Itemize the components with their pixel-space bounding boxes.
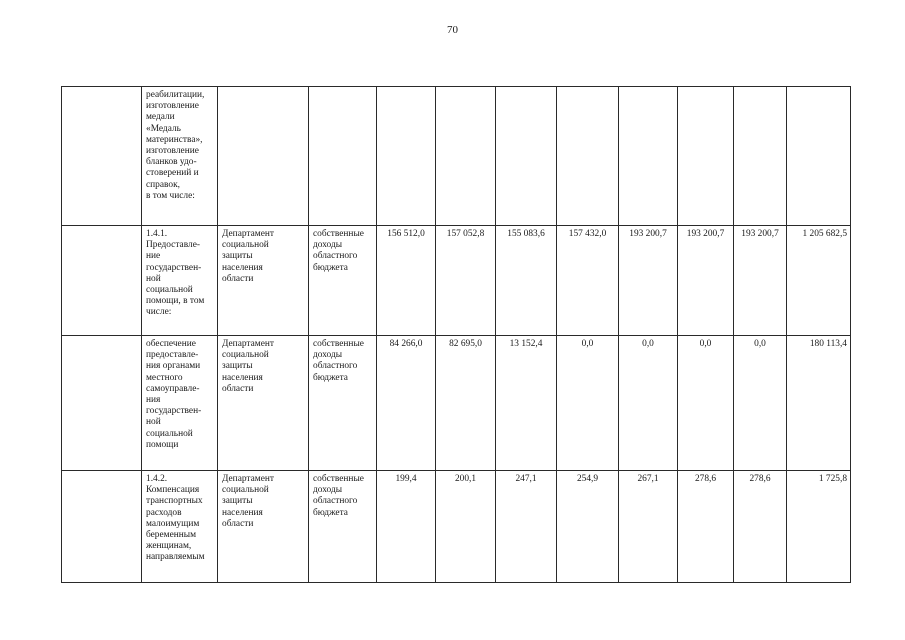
value-cell: 156 512,0 xyxy=(377,226,436,336)
value-cell: 193 200,7 xyxy=(734,226,787,336)
table-row xyxy=(62,336,851,471)
value-cell xyxy=(557,87,619,226)
value-cell: 0,0 xyxy=(678,336,734,471)
measure-name-cell: обеспечение предоставле- ния органами местного самоуправле- ния государствен- ной социальной помощи xyxy=(142,336,218,471)
budget-table xyxy=(61,86,851,583)
total-cell: 180 113,4 xyxy=(787,336,851,471)
funding-source-cell: собственные доходы областного бюджета xyxy=(309,336,377,471)
table-row xyxy=(62,87,851,226)
measure-name-cell: реабилитации, изготовление медали «Медаль материнства», изготовление бланков удо- стоверений и справок, в том числе: xyxy=(142,87,218,226)
measure-name-cell: 1.4.2. Компенсация транспортных расходов малоимущим беременным женщинам, направляемым xyxy=(142,471,218,583)
value-cell: 84 266,0 xyxy=(377,336,436,471)
row-number-cell xyxy=(62,471,142,583)
measure-name-cell: 1.4.1. Предоставле- ние государствен- ной социальной помощи, в том числе: xyxy=(142,226,218,336)
funding-source-cell: собственные доходы областного бюджета xyxy=(309,471,377,583)
value-cell xyxy=(377,87,436,226)
value-cell: 278,6 xyxy=(678,471,734,583)
value-cell: 82 695,0 xyxy=(436,336,496,471)
value-cell: 13 152,4 xyxy=(496,336,557,471)
row-number-cell xyxy=(62,87,142,226)
value-cell: 193 200,7 xyxy=(678,226,734,336)
value-cell: 247,1 xyxy=(496,471,557,583)
row-number-cell xyxy=(62,226,142,336)
value-cell xyxy=(436,87,496,226)
executor-cell xyxy=(218,87,309,226)
value-cell xyxy=(734,87,787,226)
value-cell: 0,0 xyxy=(557,336,619,471)
value-cell: 200,1 xyxy=(436,471,496,583)
value-cell: 278,6 xyxy=(734,471,787,583)
value-cell xyxy=(496,87,557,226)
value-cell: 157 432,0 xyxy=(557,226,619,336)
executor-cell: Департамент социальной защиты населения области xyxy=(218,226,309,336)
executor-cell: Департамент социальной защиты населения области xyxy=(218,336,309,471)
table-row xyxy=(62,471,851,583)
value-cell: 199,4 xyxy=(377,471,436,583)
value-cell: 193 200,7 xyxy=(619,226,678,336)
table-row xyxy=(62,226,851,336)
row-number-cell xyxy=(62,336,142,471)
executor-cell: Департамент социальной защиты населения области xyxy=(218,471,309,583)
value-cell xyxy=(678,87,734,226)
value-cell: 155 083,6 xyxy=(496,226,557,336)
page-number: 70 xyxy=(447,24,458,36)
funding-source-cell: собственные доходы областного бюджета xyxy=(309,226,377,336)
funding-source-cell xyxy=(309,87,377,226)
value-cell xyxy=(619,87,678,226)
total-cell xyxy=(787,87,851,226)
value-cell: 157 052,8 xyxy=(436,226,496,336)
value-cell: 0,0 xyxy=(619,336,678,471)
value-cell: 254,9 xyxy=(557,471,619,583)
total-cell: 1 725,8 xyxy=(787,471,851,583)
total-cell: 1 205 682,5 xyxy=(787,226,851,336)
value-cell: 267,1 xyxy=(619,471,678,583)
value-cell: 0,0 xyxy=(734,336,787,471)
